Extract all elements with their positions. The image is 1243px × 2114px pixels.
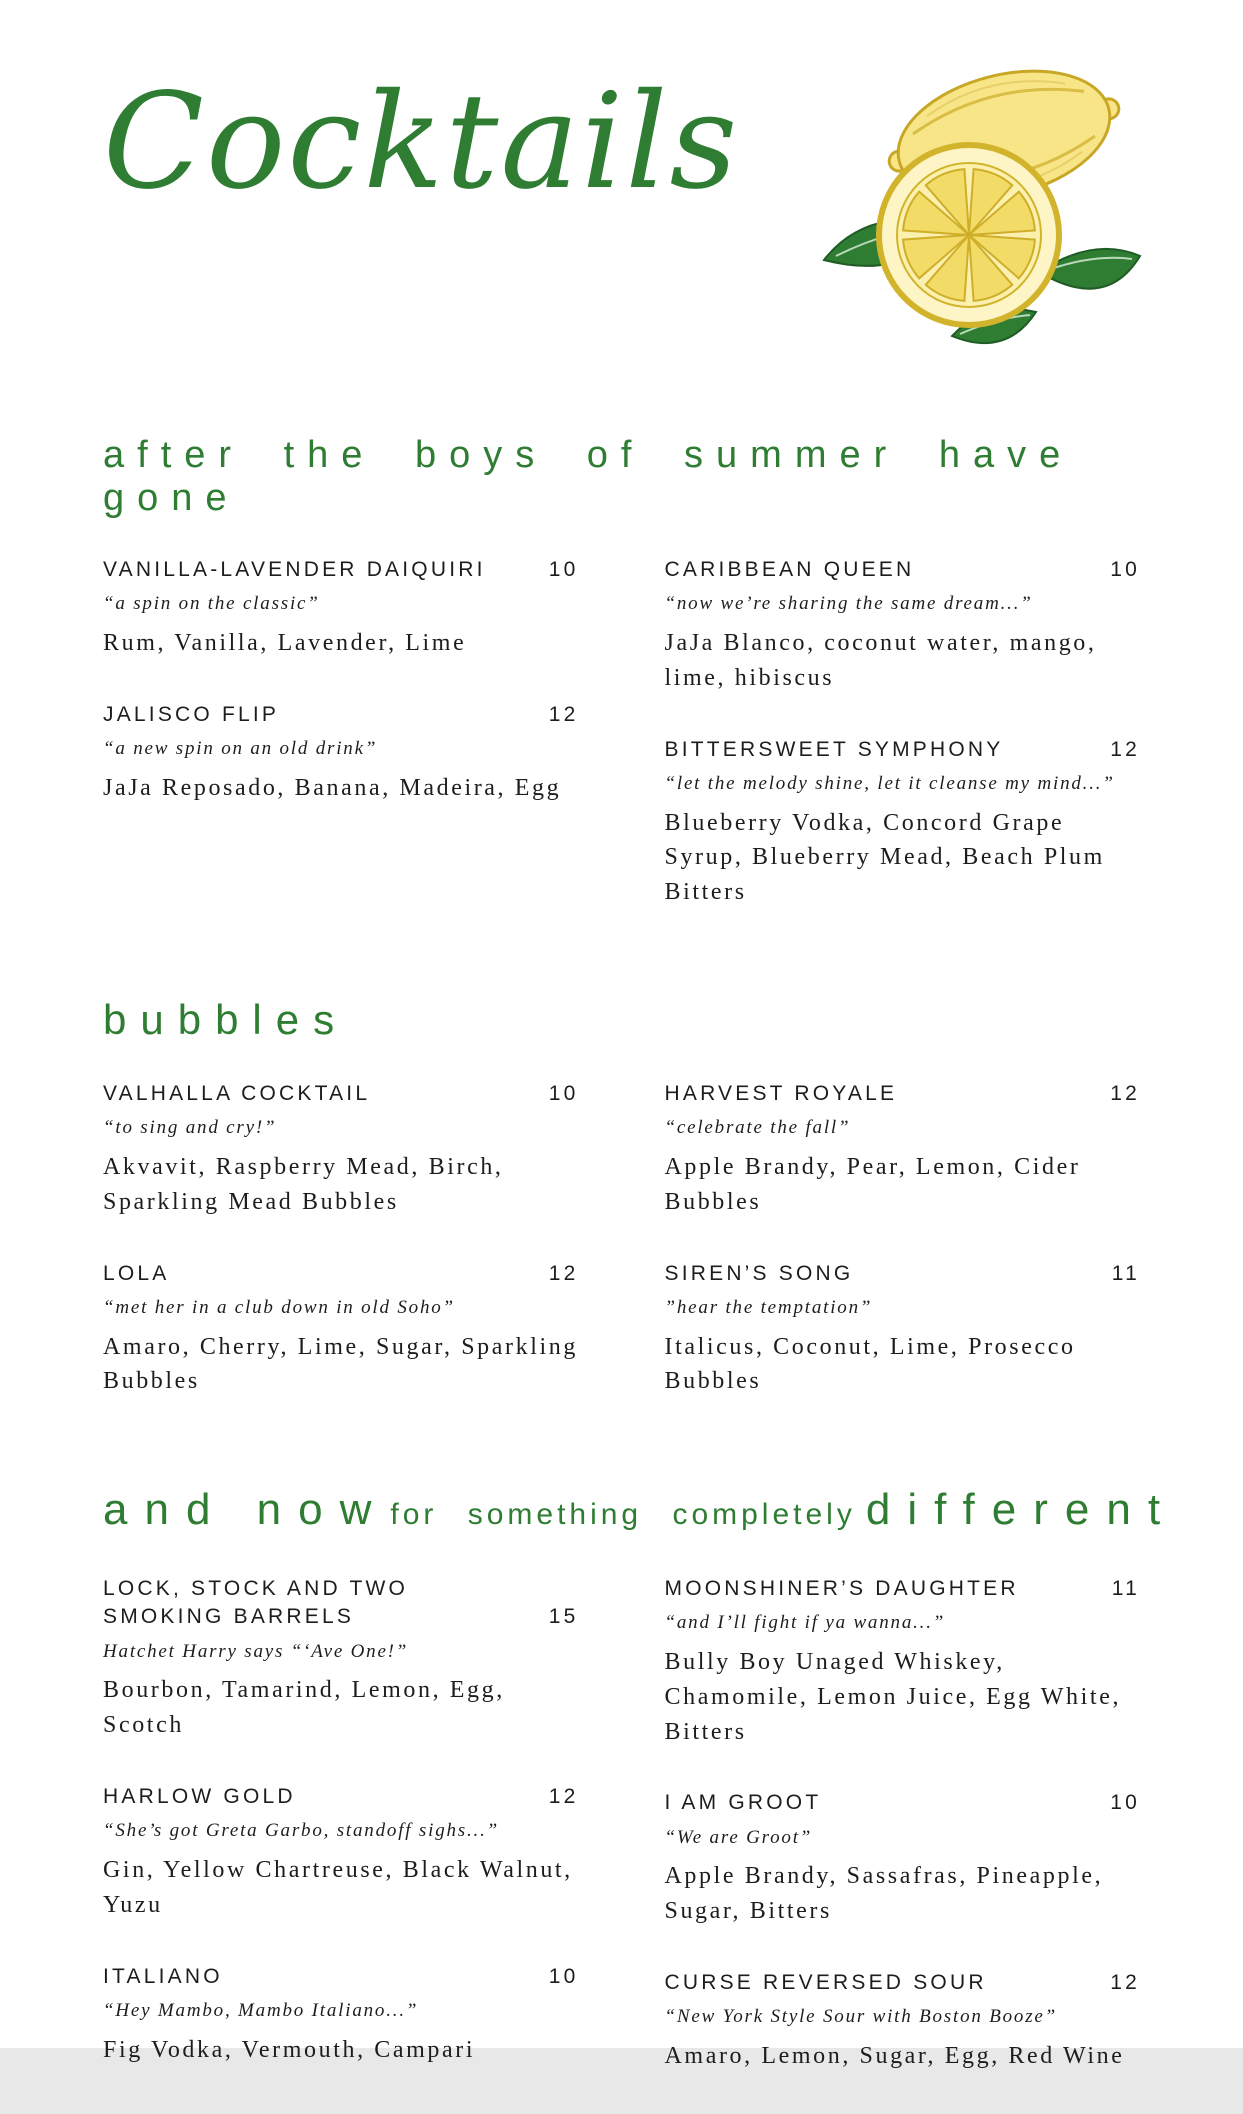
lemon-illustration [784, 40, 1154, 390]
section-bubbles [103, 996, 1140, 1439]
heading-part-different: different [865, 1485, 1178, 1535]
item-quote: “now we’re sharing the same dream...” [664, 593, 1033, 615]
item-ingredients: Apple Brandy, Sassafras, Pineapple, Sugar, Bitters [664, 1863, 1104, 1925]
item-ingredients: JaJa Reposado, Banana, Madeira, Egg [103, 774, 562, 801]
section-heading-bubbles: bubbles [103, 995, 349, 1043]
item-price: 12 [1110, 1081, 1140, 1105]
item-quote: Hatchet Harry says “‘Ave One!” [103, 1640, 409, 1662]
item-quote: “let the melody shine, let it cleanse my mind...” [664, 772, 1115, 794]
item-name: ITALIANO [103, 1964, 223, 1988]
item-name: VANILLA-LAVENDER DAIQUIRI [103, 558, 486, 581]
item-quote: “and I’ll fight if ya wanna...” [664, 1612, 946, 1634]
heading-part-and-now: and now [103, 1485, 389, 1535]
item-name: BITTERSWEET SYMPHONY [664, 737, 1004, 761]
menu-item [103, 1783, 579, 1923]
item-ingredients: Gin, Yellow Chartreuse, Black Walnut, Yuzu [103, 1857, 573, 1918]
menu-item [665, 1575, 1141, 1749]
item-quote: ”hear the temptation” [664, 1296, 873, 1318]
item-price: 10 [548, 1964, 579, 1988]
section-different-left-column [103, 1575, 579, 2114]
item-price: 10 [548, 1081, 579, 1105]
menu-item [665, 1969, 1141, 2074]
item-price: 12 [1110, 737, 1140, 761]
menu-item [103, 1080, 579, 1220]
item-name: CARIBBEAN QUEEN [664, 558, 915, 581]
section-bubbles-left-column [103, 1080, 579, 1439]
section-heading-different [103, 1485, 1178, 1535]
item-ingredients: JaJa Blanco, coconut water, mango, lime, hibiscus [664, 629, 1097, 691]
item-ingredients: Fig Vodka, Vermouth, Campari [103, 2036, 476, 2063]
item-ingredients: Bully Boy Unaged Whiskey, Chamomile, Lemon Juice, Egg White, Bitters [664, 1649, 1122, 1745]
section-different [103, 1485, 1178, 2114]
item-quote: “a spin on the classic” [103, 593, 320, 615]
item-name: JALISCO FLIP [103, 702, 280, 726]
item-name: LOLA [103, 1261, 170, 1285]
item-name: I AM GROOT [664, 1791, 822, 1815]
page-title: Cocktails [103, 65, 740, 219]
section-bubbles-right-column [665, 1080, 1141, 1439]
heading-part-for-something: for something completely [390, 1498, 856, 1532]
item-quote: “We are Groot” [664, 1826, 813, 1848]
section-summer [103, 434, 1140, 950]
item-name: VALHALLA COCKTAIL [103, 1081, 371, 1105]
item-ingredients: Bourbon, Tamarind, Lemon, Egg, Scotch [103, 1677, 505, 1739]
item-name: HARVEST ROYALE [664, 1081, 898, 1105]
item-price: 12 [548, 1785, 579, 1809]
item-price: 11 [1111, 1261, 1140, 1285]
item-ingredients: Amaro, Lemon, Sugar, Egg, Red Wine [664, 2043, 1125, 2070]
item-name: CURSE REVERSED SOUR [664, 1971, 987, 1995]
menu-item [103, 1260, 579, 1400]
section-different-right-column [665, 1575, 1141, 2114]
menu-item [665, 1789, 1141, 1929]
item-ingredients: Rum, Vanilla, Lavender, Lime [103, 629, 467, 656]
section-heading-summer: after the boys of summer have gone [103, 434, 1074, 519]
item-ingredients: Akvavit, Raspberry Mead, Birch, Sparkling Mead Bubbles [103, 1153, 504, 1215]
item-quote: “met her in a club down in old Soho” [103, 1296, 455, 1318]
item-quote: “celebrate the fall” [664, 1117, 851, 1139]
menu-item [103, 1963, 579, 2068]
menu-header [103, 40, 1140, 400]
item-quote: “Hey Mambo, Mambo Italiano...” [103, 1999, 419, 2021]
item-ingredients: Apple Brandy, Pear, Lemon, Cider Bubbles [664, 1153, 1081, 1215]
section-summer-left-column [103, 556, 579, 950]
item-name: LOCK, STOCK AND TWO SMOKING BARRELS [103, 1577, 409, 1629]
menu-item [665, 1260, 1141, 1400]
item-name: SIREN’S SONG [664, 1261, 854, 1285]
section-summer-right-column [665, 556, 1141, 950]
item-name: HARLOW GOLD [103, 1785, 296, 1809]
menu-item [665, 1080, 1141, 1220]
item-quote: “to sing and cry!” [103, 1117, 277, 1139]
menu-item [103, 1575, 579, 1743]
item-name: MOONSHINER’S DAUGHTER [664, 1577, 1019, 1601]
item-quote: “New York Style Sour with Boston Booze” [664, 2006, 1058, 2028]
menu-item [103, 701, 579, 806]
item-price: 12 [548, 1261, 579, 1285]
item-ingredients: Amaro, Cherry, Lime, Sugar, Sparkling Bubbles [103, 1333, 578, 1395]
item-price: 12 [548, 702, 579, 726]
item-price: 11 [1111, 1577, 1140, 1601]
item-price: 10 [1110, 1791, 1140, 1815]
item-quote: “a new spin on an old drink” [103, 738, 378, 760]
item-price: 12 [1110, 1971, 1140, 1995]
item-ingredients: Blueberry Vodka, Concord Grape Syrup, Blueberry Mead, Beach Plum Bitters [664, 809, 1105, 906]
menu-item [103, 556, 579, 661]
item-price: 10 [1110, 558, 1140, 581]
menu-item [665, 556, 1141, 696]
menu-item [665, 736, 1141, 910]
item-price: 15 [548, 1605, 579, 1629]
item-ingredients: Italicus, Coconut, Lime, Prosecco Bubbles [664, 1333, 1076, 1395]
item-price: 10 [548, 558, 579, 581]
item-quote: “She’s got Greta Garbo, standoff sighs...” [103, 1820, 500, 1842]
